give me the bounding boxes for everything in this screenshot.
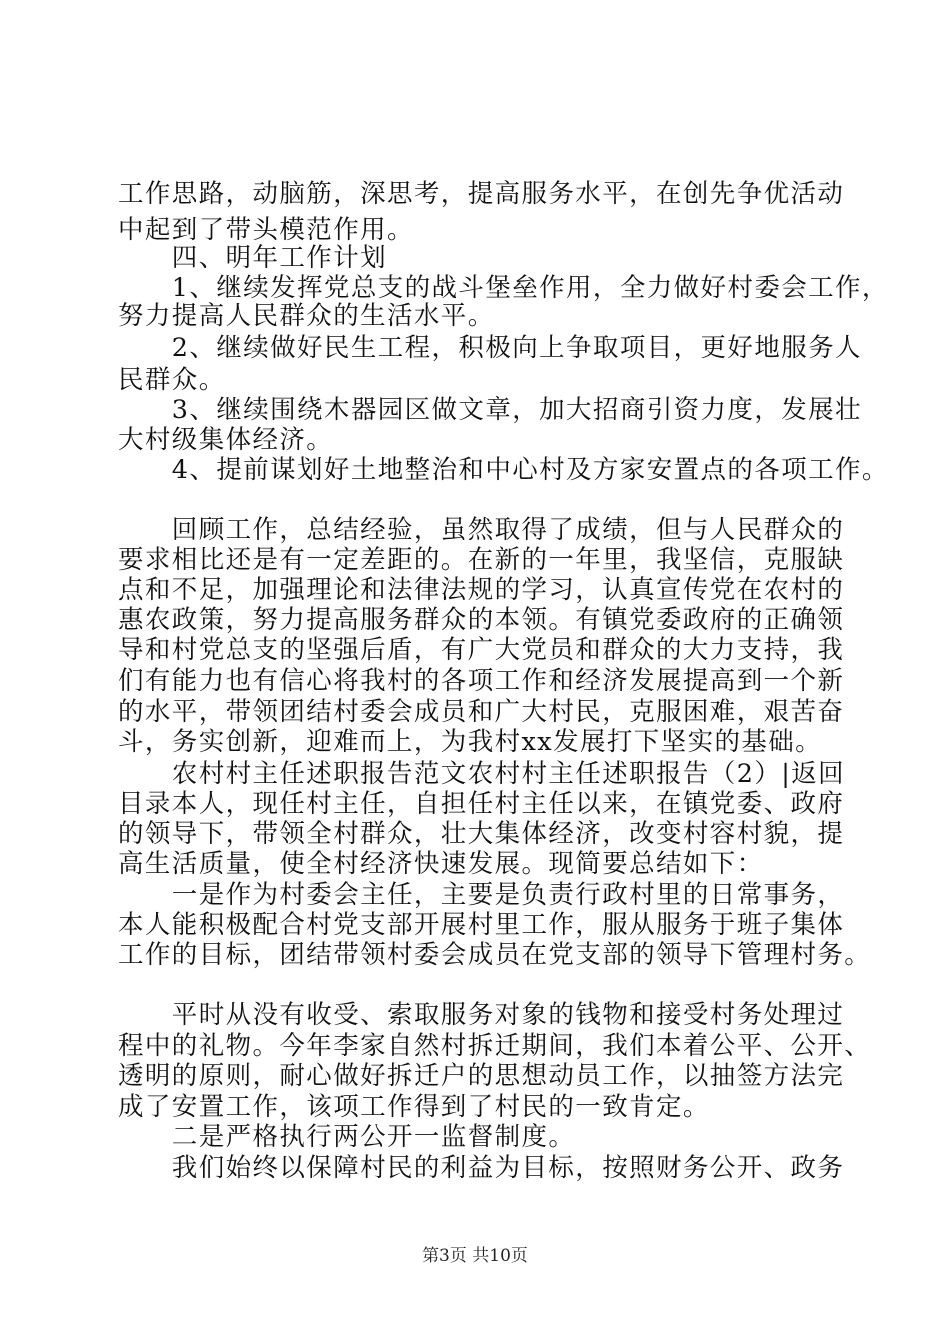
text-line: 的水平，带领团结村委会成员和广大村民，克服困难，艰苦奋 bbox=[118, 697, 845, 727]
text-line: 要求相比还是有一定差距的。在新的一年里，我坚信，克服缺 bbox=[118, 545, 845, 575]
text-line: 成了安置工作，该项工作得到了村民的一致肯定。 bbox=[118, 1092, 710, 1122]
text-line: 目录本人，现任村主任，自担任村主任以来，在镇党委、政府 bbox=[118, 789, 845, 819]
text-line: 高生活质量，使全村经济快速发展。现简要总结如下： bbox=[118, 849, 764, 879]
text-line: 4、提前谋划好土地整治和中心村及方家安置点的各项工作。 bbox=[118, 455, 889, 485]
text-line: 点和不足，加强理论和法律法规的学习，认真宣传党在农村的 bbox=[118, 575, 845, 605]
text-line: 民群众。 bbox=[118, 365, 226, 395]
text-line: 本人能积极配合村党支部开展村里工作，服从服务于班子集体 bbox=[118, 910, 845, 940]
text-line: 努力提高人民群众的生活水平。 bbox=[118, 301, 495, 331]
text-line: 的领导下，带领全村群众，壮大集体经济，改变村容村貌，提 bbox=[118, 819, 845, 849]
section-heading: 四、明年工作计划 bbox=[118, 243, 388, 273]
text-line: 我们始终以保障村民的利益为目标，按照财务公开、政务 bbox=[118, 1153, 845, 1183]
text-line: 惠农政策，努力提高服务群众的本领。有镇党委政府的正确领 bbox=[118, 605, 845, 635]
text-line: 二是严格执行两公开一监督制度。 bbox=[118, 1122, 576, 1152]
text-line: 农村村主任述职报告范文农村村主任述职报告（2）|返回 bbox=[118, 759, 846, 789]
text-line: 工作思路，动脑筋，深思考，提高服务水平，在创先争优活动 bbox=[118, 179, 845, 209]
text-line: 回顾工作，总结经验，虽然取得了成绩，但与人民群众的 bbox=[118, 515, 845, 545]
text-line: 1、继续发挥党总支的战斗堡垒作用，全力做好村委会工作， bbox=[118, 273, 889, 303]
page-number-footer: 第3页 共10页 bbox=[422, 1246, 528, 1266]
text-line: 们有能力也有信心将我村的各项工作和经济发展提高到一个新 bbox=[118, 666, 845, 696]
text-line: 导和村党总支的坚强后盾，有广大党员和群众的大力支持，我 bbox=[118, 635, 845, 665]
text-line: 工作的目标，团结带领村委会成员在党支部的领导下管理村务。 bbox=[118, 940, 872, 970]
text-line: 3、继续围绕木器园区做文章，加大招商引资力度，发展壮 bbox=[118, 395, 862, 425]
text-line: 大村级集体经济。 bbox=[118, 425, 334, 455]
text-line: 斗，务实创新，迎难而上，为我村xx发展打下坚实的基础。 bbox=[118, 727, 823, 757]
text-line: 透明的原则，耐心做好拆迁户的思想动员工作，以抽签方法完 bbox=[118, 1061, 845, 1091]
text-line: 一是作为村委会主任，主要是负责行政村里的日常事务， bbox=[118, 880, 845, 910]
text-line: 中起到了带头模范作用。 bbox=[118, 215, 414, 245]
text-line: 2、继续做好民生工程，积极向上争取项目，更好地服务人 bbox=[118, 333, 862, 363]
text-line: 程中的礼物。今年李家自然村拆迁期间，我们本着公平、公开、 bbox=[118, 1031, 872, 1061]
text-line: 平时从没有收受、索取服务对象的钱物和接受村务处理过 bbox=[118, 1000, 845, 1030]
